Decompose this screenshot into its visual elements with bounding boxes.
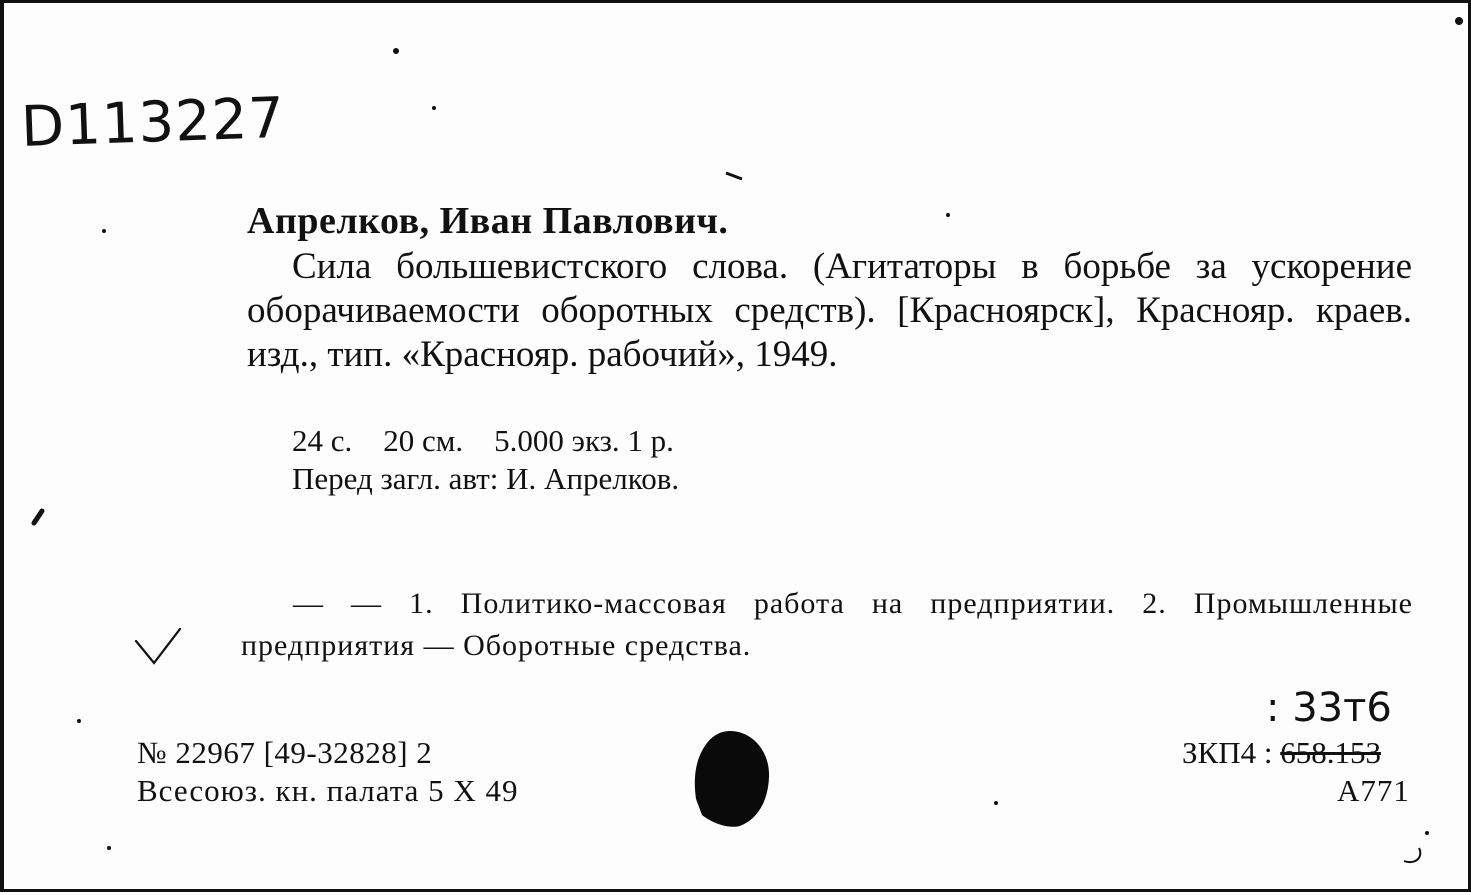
subjects-text: — — 1. Политико-массовая работа на предприятии. 2. Промышленные предприятия — Оборотные средства. (241, 587, 1413, 662)
author-note: Перед загл. авт: И. Апрелков. (292, 461, 680, 496)
subject-headings (241, 583, 1413, 667)
title-block (247, 245, 1412, 377)
physical-description: 24 с. 20 см. 5.000 экз. 1 р. (292, 423, 674, 458)
classification-prefix: ЗКП4 : (1182, 735, 1281, 770)
checkmark-icon (134, 623, 182, 667)
title-text: Сила большевистского слова. (Агитаторы в борьбе за ускорение оборачиваемости оборотных средств). [Красноярск], Краснояр. краев. изд., тип. «Краснояр. рабочий», 1949. (247, 246, 1412, 375)
author-heading: Апрелков, Иван Павлович. (247, 200, 729, 242)
book-chamber-line: Всесоюз. кн. палата 5 X 49 (137, 773, 519, 808)
author-sign: А771 (1337, 773, 1410, 808)
registration-number: № 22967 [49-32828] 2 (137, 735, 433, 770)
punch-hole (692, 729, 772, 829)
inventory-number: D113227 (20, 85, 287, 160)
handwritten-code: : 33т6 (1266, 685, 1392, 731)
classification-index (1182, 735, 1381, 771)
classification-struck: 658.153 (1280, 735, 1381, 770)
